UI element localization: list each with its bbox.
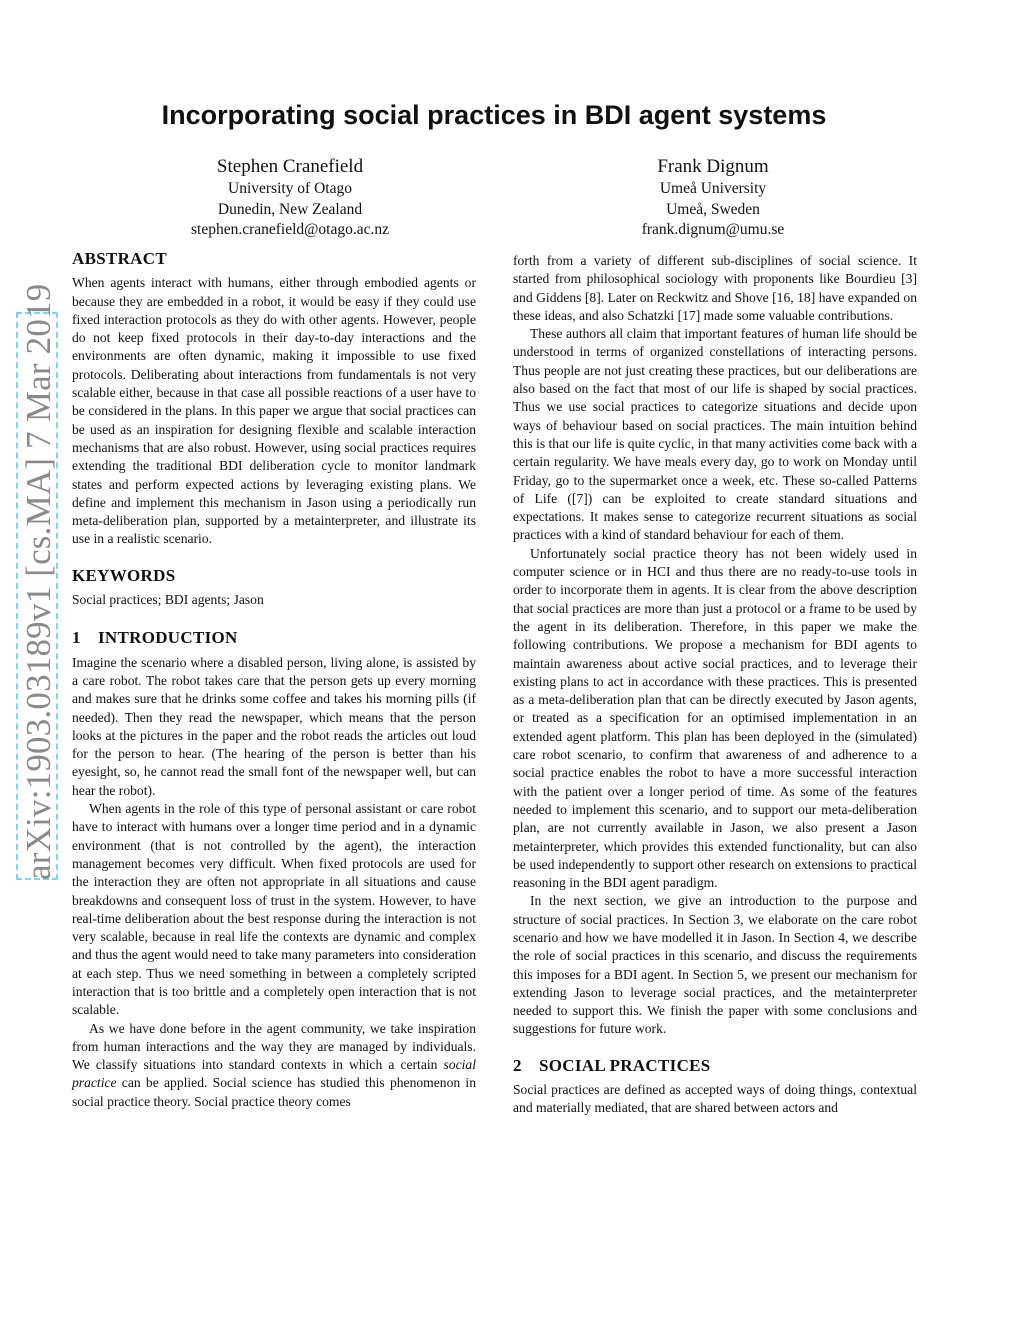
author-location: Dunedin, New Zealand	[217, 200, 363, 218]
author-email[interactable]: stephen.cranefield@otago.ac.nz	[190, 221, 390, 238]
intro-paragraph-6: Unfortunately social practice theory has not been widely used in computer science or in HCI and thus there are no ready-to-use tools in order to incorporate them in agents. It is clear from the above description that social practices are more than just a protocol or a frame to be used by the agent in its deliberation. Therefore, in this paper we make the following contributions. We propose a mechanism for BDI agents to maintain awareness about active social practices, and to leverage their existing plans to act in accordance with these practices. This is presented as a meta-deliberation plan that can be directly executed by Jason agents, or treated as a specification for an optimised implementation in an extended agent platform. This plan has been deployed in the (simulated) care robot scenario, to confirm that awareness of and adherence to a social practice enables the robot to have a more successful interaction with the patient over a longer period of time. As some of the features needed to implement this scenario, and to support our meta-deliberation plan, are not currently available in Jason, we also present a Jason metainterpreter, which provides this extended functionality, but can also be used independently to support other research on extensions to practical reasoning in the BDI agent paradigm.	[513, 545, 917, 891]
arxiv-identifier[interactable]: arXiv:1903.03189v1 [cs.MA] 7 Mar 2019	[19, 283, 58, 880]
author-block-2	[533, 155, 893, 241]
intro-paragraph-3	[72, 1020, 476, 1111]
intro-heading	[72, 629, 476, 647]
intro-paragraph-5: These authors all claim that important features of human life should be understood in terms of organized constellations of interacting persons. Thus people are not just creating these practices, but our deliberations are also based on the fact that most of our life is shaped by social practices. Thus we use social practices to categorize situations and decide upon ways of behaviour based on social practices. The main intuition behind this is that our life is quite cyclic, in that many activities come back with a certain regularity. We have meals every day, go to work on Monday until Friday, go to the supermarket once a week, etc. These so-called Patterns of Life ([7]) can be exploited to create standard situations and expectations. It makes sense to categorize recurrent situations as social practices with a kind of standard behaviour for each of them.	[513, 326, 917, 543]
intro-paragraph-2: When agents in the role of this type of personal assistant or care robot have to interact with humans over a longer time period and in a dynamic environment (that is not controlled by the agent), the interaction management becomes very difficult. When fixed protocols are used for the interaction they are often not appropriate in all situations and cause breakdowns and consequent loss of trust in the system. However, to have real-time deliberation about the best response during the interaction is not very scalable, because in real life the contexts are dynamic and complex and thus the agent would need to take many parameters into consideration at each step. Thus we need something in between a completely scripted interaction that is too brittle and a completely open interaction that is not scalable.	[72, 801, 476, 1018]
author-name: Stephen Cranefield	[216, 156, 364, 177]
author-name: Frank Dignum	[657, 156, 769, 177]
left-column	[72, 250, 476, 1111]
right-column	[513, 252, 917, 1118]
keywords-text: Social practices; BDI agents; Jason	[72, 592, 264, 608]
intro-paragraph-4: forth from a variety of different sub-disciplines of social science. It started from philosophical sociology with proponents like Bourdieu [3] and Giddens [8]. Later on Reckwitz and Shove [16, 18] have expanded on these ideas, and also Schatzki [17] made some valuable contributions.	[513, 253, 917, 323]
abstract-text: When agents interact with humans, either through embodied agents or because they are embedded in a robot, it would be easy if they could use fixed interaction protocols as they do with other agents. However, people do not keep fixed protocols in their day-to-day interactions and the environments are often dynamic, making it impossible to use fixed protocols. Deliberating about interactions from fundamentals is not very scalable either, because in that case all possible reactions of a user have to be considered in the plans. In this paper we argue that social practices can be used as an inspiration for designing flexible and scalable interaction mechanisms that are also robust. However, using social practices requires extending the traditional BDI deliberation cycle to monitor landmark states and perform expected actions by leveraging existing plans. We define and implement this mechanism in Jason using a periodically run meta-deliberation plan, supported by a metainterpreter, and illustrate its use in a realistic scenario.	[72, 275, 476, 547]
paper-title: Incorporating social practices in BDI agent systems	[161, 100, 827, 130]
social-practices-paragraph-1: Social practices are defined as accepted ways of doing things, contextual and materially mediated, that are shared between actors and	[513, 1082, 917, 1116]
section-number: 2	[513, 1055, 522, 1075]
author-block-1	[110, 155, 470, 241]
section-title: SOCIAL PRACTICES	[539, 1055, 711, 1075]
abstract-heading: ABSTRACT	[72, 249, 167, 268]
intro-paragraph-7: In the next section, we give an introduction to the purpose and structure of social practices. In Section 3, we elaborate on the care robot scenario and how we have modelled it in Jason. In Section 4, we describe the role of social practices in this scenario, and discuss the requirements this imposes for a BDI agent. In Section 5, we present our mechanism for extending Jason to leverage social practices, and the metainterpreter needed to support this. We finish the paper with some conclusions and suggestions for future work.	[513, 893, 917, 1037]
text-run: As we have done before in the agent community, we take inspiration from human interactions and the way they are managed by individuals. We classify situations into standard contexts in which a certain	[72, 1020, 476, 1073]
text-run: can be applied. Social science has studied this phenomenon in social practice theory. Social practice theory comes	[72, 1075, 476, 1109]
emphasis-social-practice: social practice	[72, 1057, 476, 1091]
author-affiliation: Umeå University	[659, 180, 767, 197]
social-practices-heading	[513, 1057, 917, 1075]
section-title: INTRODUCTION	[98, 628, 238, 648]
author-location: Umeå, Sweden	[666, 200, 760, 218]
intro-paragraph-1: Imagine the scenario where a disabled person, living alone, is assisted by a care robot. The robot takes care that the person gets up every morning and makes sure that he drinks some coffee and takes his morning pills (if needed). Then they read the newspaper, which means that the person looks at the pictures in the paper and the robot reads the articles out loud for the person to hear. (The hearing of the person is better than his eyesight, so, he cannot read the small font of the newspaper well, but can hear the robot).	[72, 654, 476, 798]
author-affiliation: University of Otago	[228, 180, 352, 197]
author-email[interactable]: frank.dignum@umu.se	[641, 221, 785, 238]
keywords-heading: KEYWORDS	[72, 565, 176, 585]
section-number: 1	[72, 628, 81, 648]
